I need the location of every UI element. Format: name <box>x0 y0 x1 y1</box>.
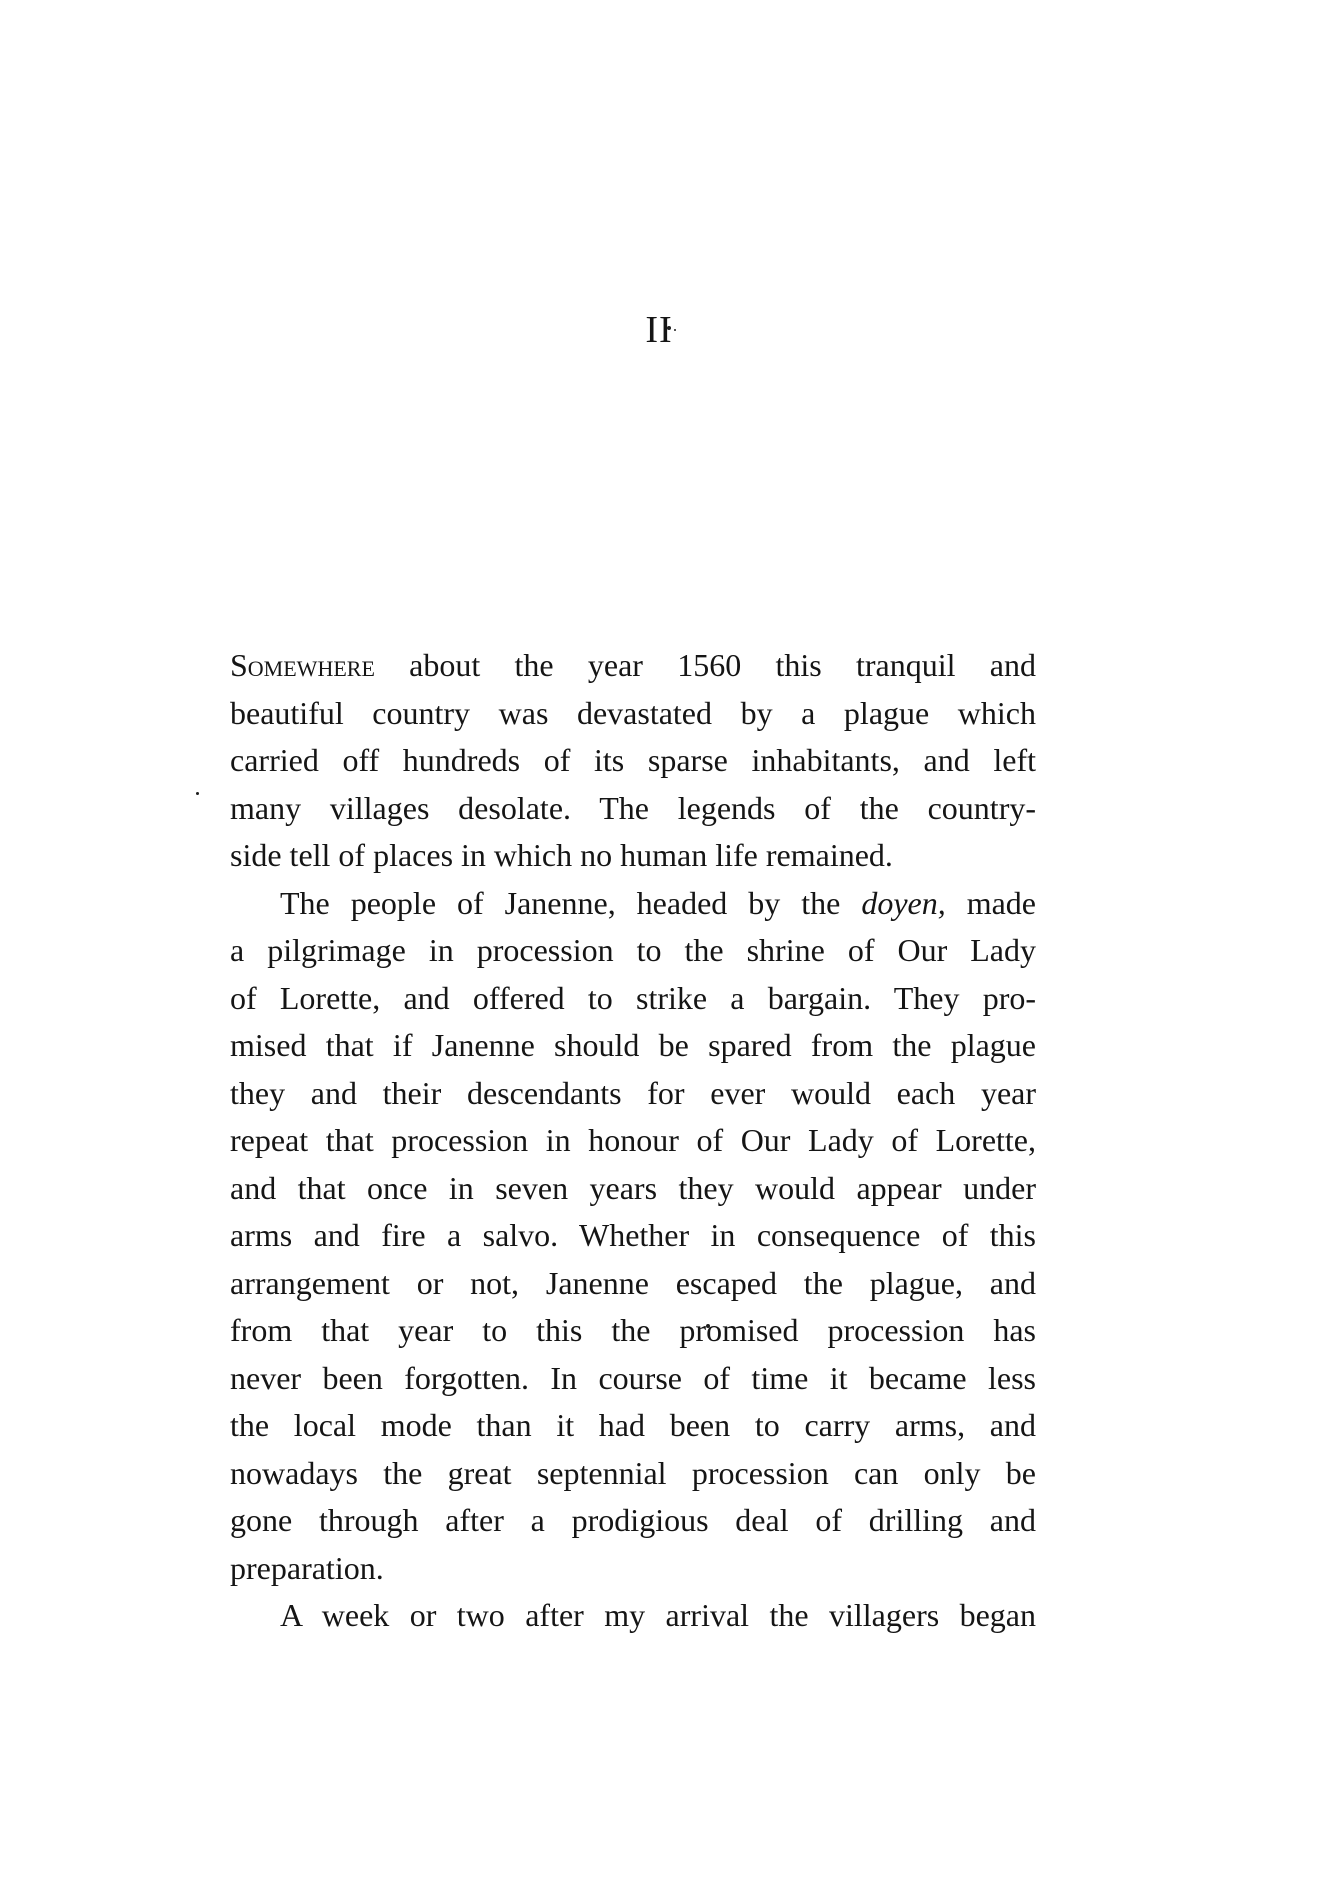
text-line: preparation. <box>230 1549 384 1586</box>
text-line: never been forgotten. In course of time it became less <box>230 1359 1036 1396</box>
text-line: nowadays the great septennial procession can only be <box>230 1454 1036 1491</box>
text-line: repeat that procession in honour of Our Lady of Lorette, <box>230 1122 1036 1158</box>
text-line: the local mode than it had been to carry arms, and <box>230 1407 1036 1443</box>
text-line <box>230 880 1036 928</box>
text-line: many villages desolate. The legends of the country- <box>230 789 1036 826</box>
text-line: a pilgrimage in procession to the shrine of Our Lady <box>230 932 1036 968</box>
text-line: from that year to this the promised procession has <box>230 1312 1036 1348</box>
chapter-text <box>230 642 1036 1640</box>
text-line: arms and fire a salvo. Whether in consequence of this <box>230 1217 1036 1253</box>
text-line: gone through after a prodigious deal of drilling and <box>230 1502 1036 1538</box>
text-line: arrangement or not, Janenne escaped the plague, and <box>230 1264 1036 1301</box>
text-line: they and their descendants for ever would each year <box>230 1074 1036 1111</box>
text-line: side tell of places in which no human life remained. <box>230 837 893 873</box>
lead-in-word: Somewhere <box>230 647 375 683</box>
chapter-number: II <box>645 309 673 351</box>
text-line: and that once in seven years they would appear under <box>230 1169 1036 1206</box>
text-line: A week or two after my arrival the villagers began <box>280 1597 1036 1633</box>
text-line: carried off hundreds of its sparse inhabitants, and left <box>230 742 1036 778</box>
text-line: mised that if Janenne should be spared from the plague <box>230 1027 1036 1063</box>
line-text: about the year 1560 this tranquil and <box>374 647 1036 683</box>
line-text: The people of Janenne, headed by the <box>280 884 862 921</box>
italic-word: doyen, <box>861 884 946 921</box>
text-line <box>230 642 1036 690</box>
text-line: of Lorette, and offered to strike a bargain. They pro- <box>230 979 1036 1016</box>
text-line: beautiful country was devastated by a plague which <box>230 694 1036 731</box>
print-speck <box>196 792 199 795</box>
line-text: made <box>945 884 1037 921</box>
